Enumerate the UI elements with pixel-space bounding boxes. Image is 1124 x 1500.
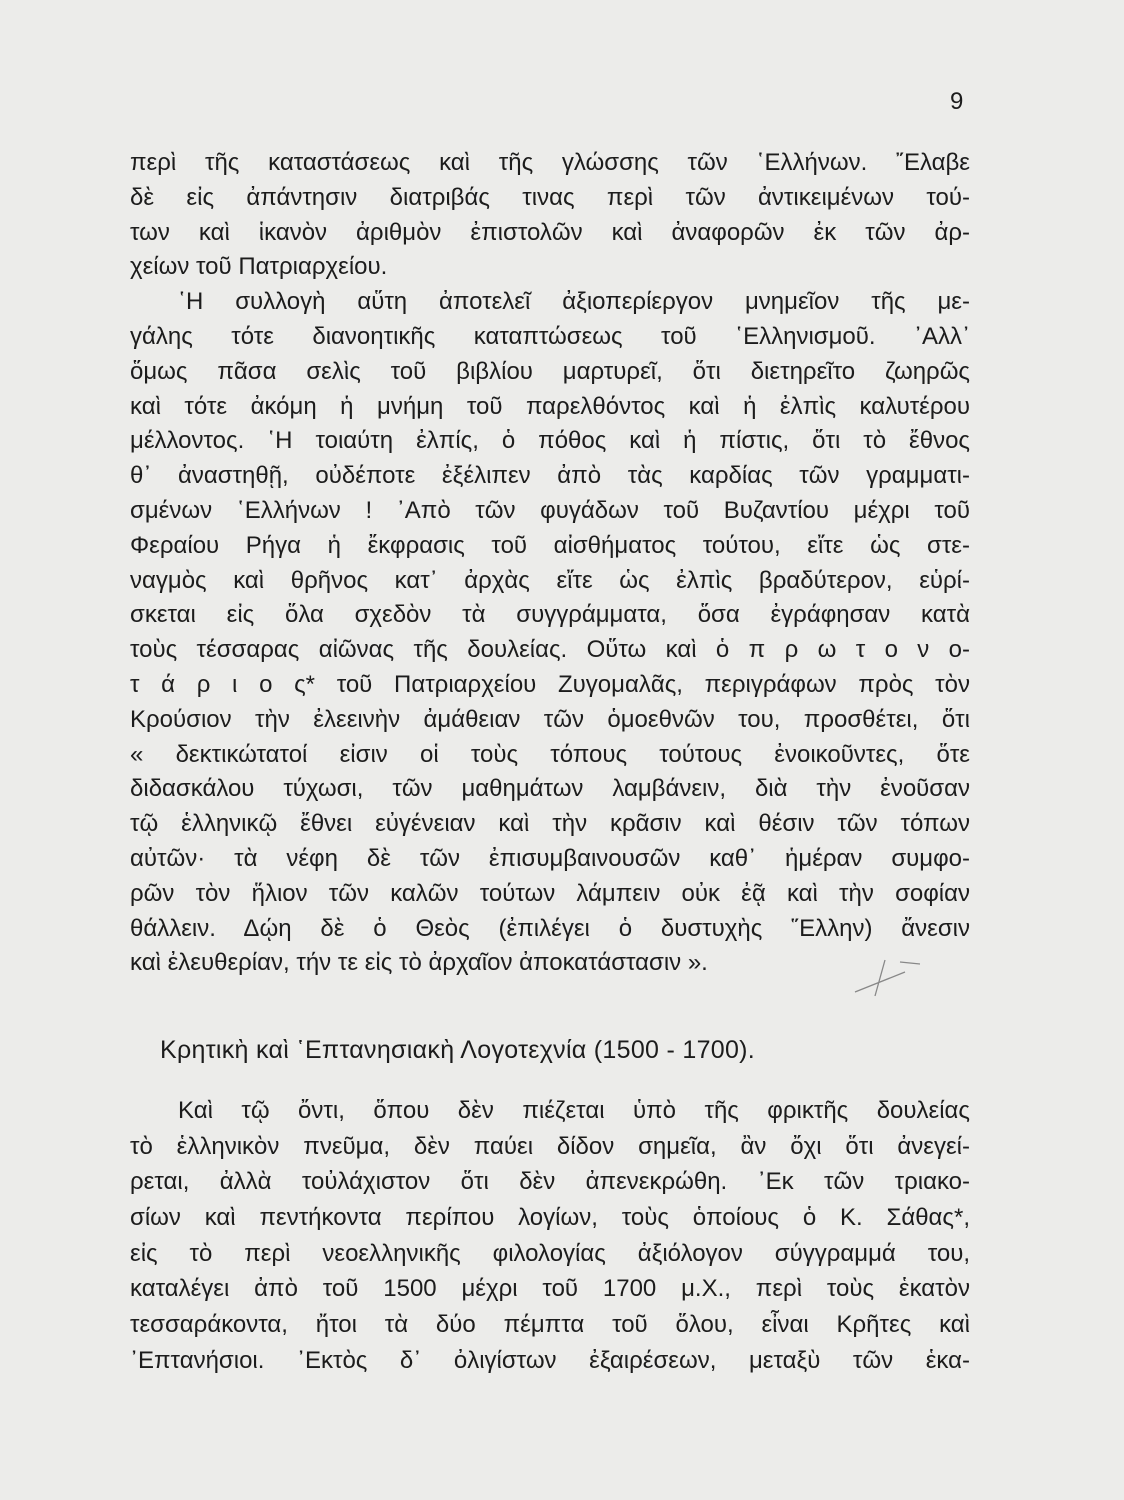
text-line: σκεται εἰς ὅλα σχεδὸν τὰ συγγράμματα, ὅσα ἐγράφησαν κατὰ — [130, 601, 970, 629]
page-number: 9 — [950, 88, 964, 115]
text-line: καταλέγει ἀπὸ τοῦ 1500 μέχρι τοῦ 1700 μ.Χ., περὶ τοὺς ἑκατὸν — [130, 1275, 970, 1303]
text-line: τὸ ἑλληνικὸν πνεῦμα, δὲν παύει δίδον σημεῖα, ἂν ὄχι ὅτι ἀνεγεί- — [130, 1132, 970, 1160]
text-line: περὶ τῆς καταστάσεως καὶ τῆς γλώσσης τῶν ῾Ελλήνων. ῎Ελαβε — [130, 149, 970, 176]
text-line: τεσσαράκοντα, ἤτοι τὰ δύο πέμπτα τοῦ ὅλου, εἶναι Κρῆτες καὶ — [130, 1311, 970, 1339]
text-line: τῷ ἑλληνικῷ ἔθνει εὐγένειαν καὶ τὴν κρᾶσιν καὶ θέσιν τῶν τόπων — [130, 810, 970, 838]
text-line: τ ά ρ ι ο ς* τοῦ Πατριαρχείου Ζυγομαλᾶς, περιγράφων πρὸς τὸν — [130, 670, 970, 698]
text-line: χείων τοῦ Πατριαρχείου. — [130, 253, 388, 281]
text-line: ναγμὸς καὶ θρῆνος κατ᾿ ἀρχὰς εἴτε ὡς ἐλπὶς βραδύτερον, εὑρί- — [130, 566, 970, 594]
text-line: ὅμως πᾶσα σελὶς τοῦ βιβλίου μαρτυρεῖ, ὅτι διετηρεῖτο ζωηρῶς — [130, 357, 970, 385]
text-line: των καὶ ἱκανὸν ἀριθμὸν ἐπιστολῶν καὶ ἀναφορῶν ἐκ τῶν ἀρ- — [130, 218, 970, 246]
pencil-cross-mark — [845, 950, 925, 1000]
text-line: εἰς τὸ περὶ νεοελληνικῆς φιλολογίας ἀξιόλογον σύγγραμμά του, — [130, 1239, 970, 1267]
text-line: θ᾿ ἀναστηθῇ, οὐδέποτε ἐξέλιπεν ἀπὸ τὰς καρδίας τῶν γραμματι- — [130, 462, 970, 490]
text-line: δὲ εἰς ἀπάντησιν διατριβάς τινας περὶ τῶν ἀντικειμένων τού- — [130, 183, 970, 211]
text-line: ρῶν τὸν ἥλιον τῶν καλῶν τούτων λάμπειν οὐκ ἐᾷ καὶ τὴν σοφίαν — [130, 879, 970, 907]
text-line: ρεται, ἀλλὰ τοὐλάχιστον ὅτι δὲν ἀπενεκρώθη. ᾿Εκ τῶν τριακο- — [130, 1168, 970, 1196]
section-heading: Κρητικὴ καὶ ῾Επτανησιακὴ Λογοτεχνία (1500 - 1700). — [160, 1036, 756, 1064]
text-line: αὐτῶν· τὰ νέφη δὲ τῶν ἐπισυμβαινουσῶν καθ᾿ ἡμέραν συμφο- — [130, 844, 970, 872]
body-text-bottom — [130, 1093, 970, 1379]
text-line: θάλλειν. Δῴη δὲ ὁ Θεὸς (ἐπιλέγει ὁ δυστυχὴς ῞Ελλην) ἄνεσιν — [130, 914, 970, 942]
text-line: διδασκάλου τύχωσι, τῶν μαθημάτων λαμβάνειν, διὰ τὴν ἐνοῦσαν — [130, 775, 970, 803]
text-line: σίων καὶ πεντήκοντα περίπου λογίων, τοὺς ὁποίους ὁ Κ. Σάθας*, — [130, 1204, 970, 1232]
body-text-top — [130, 146, 970, 981]
text-line: « δεκτικώτατοί εἰσιν οἱ τοὺς τόπους τούτους ἐνοικοῦντες, ὅτε — [130, 740, 970, 768]
text-line: καὶ τότε ἀκόμη ἡ μνήμη τοῦ παρελθόντος καὶ ἡ ἐλπὶς καλυτέρου — [130, 392, 970, 420]
text-line: ῾Η συλλογὴ αὕτη ἀποτελεῖ ἀξιοπερίεργον μνημεῖον τῆς με- — [178, 288, 970, 316]
text-line: σμένων ῾Ελλήνων ! ᾿Απὸ τῶν φυγάδων τοῦ Βυζαντίου μέχρι τοῦ — [130, 496, 970, 524]
text-line: Φεραίου Ρήγα ἡ ἔκφρασις τοῦ αἰσθήματος τούτου, εἴτε ὡς στε- — [130, 531, 970, 559]
text-line: γάλης τότε διανοητικῆς καταπτώσεως τοῦ ῾Ελληνισμοῦ. ᾿Αλλ᾿ — [130, 322, 970, 350]
text-line: Καὶ τῷ ὄντι, ὅπου δὲν πιέζεται ὑπὸ τῆς φρικτῆς δουλείας — [178, 1097, 970, 1124]
text-line: Κρούσιον τὴν ἐλεεινὴν ἀμάθειαν τῶν ὁμοεθνῶν του, προσθέτει, ὅτι — [130, 705, 970, 733]
text-line: ᾿Επτανήσιοι. ᾿Εκτὸς δ᾿ ὀλιγίστων ἐξαιρέσεων, μεταξὺ τῶν ἑκα- — [130, 1346, 970, 1374]
text-line: καὶ ἐλευθερίαν, τήν τε εἰς τὸ ἀρχαῖον ἀποκατάστασιν ». — [130, 949, 708, 977]
text-line: τοὺς τέσσαρας αἰῶνας τῆς δουλείας. Οὕτω καὶ ὁ π ρ ω τ ο ν ο- — [130, 636, 970, 664]
text-line: μέλλοντος. ῾Η τοιαύτη ἐλπίς, ὁ πόθος καὶ ἡ πίστις, ὅτι τὸ ἔθνος — [130, 427, 970, 455]
